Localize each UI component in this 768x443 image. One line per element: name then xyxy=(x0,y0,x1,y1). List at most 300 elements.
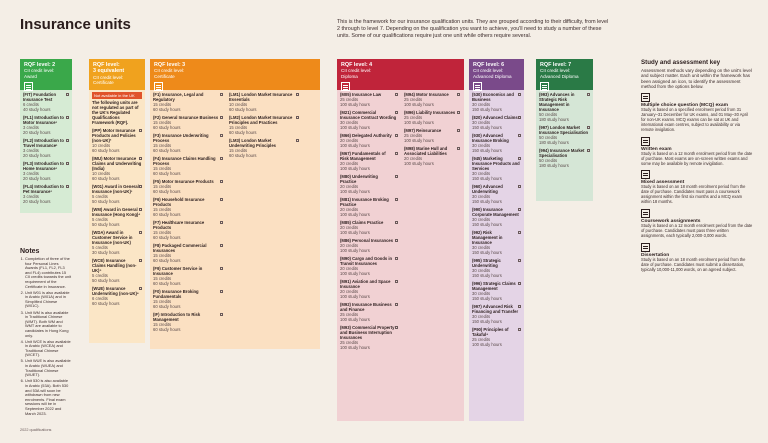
unit-study-hours: 60 study hours xyxy=(153,304,181,309)
column-level-3-equivalent xyxy=(89,59,145,343)
unit-item xyxy=(153,115,223,130)
column-header xyxy=(20,59,72,90)
rqf-level: RQF level: 7 xyxy=(540,62,572,68)
unit-item xyxy=(472,258,521,278)
unit-credits: 20 credits xyxy=(340,266,359,271)
unit-credits: 30 credits xyxy=(472,291,491,296)
unit-name: (FL1) Introduction to Motor Insurance¹ xyxy=(23,115,64,125)
notes-heading: Notes xyxy=(20,248,40,255)
document-icon xyxy=(540,82,549,91)
unit-name: (820) Advanced Claims xyxy=(472,115,518,120)
unit-credits: 50 credits xyxy=(539,135,558,140)
column-level-3 xyxy=(150,59,320,349)
unit-item xyxy=(23,161,69,181)
page-title: Insurance units xyxy=(20,16,131,33)
unit-name: (FIT) Foundation Insurance Test xyxy=(23,92,57,102)
assessment-icon xyxy=(395,239,398,242)
unit-study-hours: 60 study hours xyxy=(92,148,120,153)
unit-credits: 30 credits xyxy=(472,171,491,176)
column-level-7 xyxy=(536,59,593,201)
assessment-icon xyxy=(518,116,521,119)
unit-item xyxy=(92,230,142,255)
unit-list xyxy=(337,90,401,355)
intro-text: This is the framework for our insurance qualification units. They are grouped according to their difficulty, from level 2 through to level 7. Depending on the qualification you want to achieve, you'll need to study a number of these units. Some of our qualifications require just one unit while others require several. xyxy=(337,19,609,40)
unit-name: (M91) Aviation and Space Insurance xyxy=(340,279,391,289)
unit-study-hours: 150 study hours xyxy=(472,199,502,204)
unit-study-hours: 180 study hours xyxy=(539,140,569,145)
unit-item xyxy=(472,230,521,255)
unit-credits: 25 credits xyxy=(340,312,359,317)
unit-item xyxy=(472,92,521,112)
unit-credits: 15 credits xyxy=(229,125,248,130)
unit-list xyxy=(92,100,142,306)
assessment-icon xyxy=(139,157,142,160)
unit-item xyxy=(539,92,590,122)
assessment-icon xyxy=(457,93,460,96)
unit-name: (LM2) London Market Insurance Principles and Practices xyxy=(229,115,293,125)
credit-level: Diploma xyxy=(341,74,358,79)
assessment-icon xyxy=(395,152,398,155)
assessment-icon xyxy=(457,111,460,114)
assessment-icon xyxy=(518,231,521,234)
unit-study-hours: 100 study hours xyxy=(404,102,434,107)
unit-item xyxy=(404,128,460,143)
unit-credits: 20 credits xyxy=(340,289,359,294)
unit-credits: 15 credits xyxy=(229,148,248,153)
assessment-icon xyxy=(220,93,223,96)
unit-study-hours: 150 study hours xyxy=(472,176,502,181)
unit-study-hours: 60 study hours xyxy=(153,125,181,130)
rqf-level: RQF level: xyxy=(93,62,120,68)
unit-study-hours: 30 study hours xyxy=(92,250,120,255)
assessment-icon xyxy=(66,93,69,96)
document-icon xyxy=(24,82,33,91)
unit-study-hours: 100 study hours xyxy=(340,294,370,299)
unit-study-hours: 60 study hours xyxy=(153,281,181,286)
note-item: 2. Unit W01 is also available in Arabic (W01A) and in Simplified Chinese (W01C). xyxy=(25,291,72,309)
key-item-title: Mixed assessment xyxy=(641,180,685,186)
key-item-title: Written exam xyxy=(641,146,672,152)
document-icon xyxy=(473,82,482,91)
unit-item xyxy=(153,266,223,286)
assessment-icon xyxy=(395,303,398,306)
assessment-icon xyxy=(518,157,521,160)
unit-credits: 3 credits xyxy=(23,125,39,130)
credit-level-label: CII credit level: xyxy=(473,68,504,74)
unit-name: (F0) Insurance Broking Fundamentals xyxy=(153,289,199,299)
unit-item xyxy=(92,156,142,181)
unit-name: (945) Marketing Insurance Products and Services xyxy=(472,156,520,171)
unit-study-hours: 100 study hours xyxy=(340,166,370,171)
unit-study-hours: 60 study hours xyxy=(229,130,257,135)
unit-credits: 15 credits xyxy=(153,102,172,107)
assessment-icon xyxy=(587,149,590,152)
unit-credits: 15 credits xyxy=(153,322,172,327)
unit-study-hours: 100 study hours xyxy=(340,102,370,107)
unit-name: (M21) Commercial Insurance Contract Wording xyxy=(340,110,397,120)
assessment-icon xyxy=(66,139,69,142)
assessment-icon xyxy=(587,93,590,96)
assessment-icon xyxy=(139,259,142,262)
assessment-icon xyxy=(296,139,299,142)
unit-item xyxy=(153,220,223,240)
column-header xyxy=(89,59,145,90)
credit-level: Certificate xyxy=(93,80,114,86)
unit-name: (M81) Insurance Broking Practice xyxy=(340,197,389,207)
unit-credits: 25 credits xyxy=(340,340,359,345)
unit-item xyxy=(472,184,521,204)
unit-item xyxy=(340,238,398,253)
unit-item xyxy=(229,138,299,158)
unit-study-hours: 100 study hours xyxy=(340,125,370,130)
unit-name: (M96) Liability Insurances xyxy=(404,110,456,115)
unit-name: (997) Advanced Risk Financing and Transfer xyxy=(472,304,519,314)
unit-name: (960) Advanced Underwriting xyxy=(472,184,503,194)
assessment-icon xyxy=(395,257,398,260)
unit-item xyxy=(472,281,521,301)
rqf-level-suffix: 3 equivalent xyxy=(93,68,125,75)
unit-name: (994) Insurance Market Specialisation xyxy=(539,148,585,158)
rqf-level: RQF level: 4 xyxy=(341,62,373,68)
study-assessment-key xyxy=(641,59,753,277)
unit-credits: 30 credits xyxy=(340,120,359,125)
key-item-description: Study is based on a specified enrolment period from 31 January–31 December for UK exams, and 01 May–30 April for non-UK exams. MCQ exams can be sat at UK and international exam centres, subject to availability or via remote invigilation. xyxy=(641,107,748,132)
assessment-type-icon xyxy=(641,137,650,146)
key-list xyxy=(641,93,753,272)
unit-item xyxy=(153,197,223,217)
unit-name: The following units are not regulated as part of the UK's Regulated Qualifications Framework (RQF). xyxy=(92,100,139,125)
unit-study-hours: 60 study hours xyxy=(153,189,181,194)
assessment-icon xyxy=(220,313,223,316)
unit-name: (M97) Reinsurance xyxy=(404,128,442,133)
unit-study-hours: 60 study hours xyxy=(92,301,120,306)
unit-study-hours: 100 study hours xyxy=(340,271,370,276)
unit-item xyxy=(153,289,223,309)
unit-study-hours: 60 study hours xyxy=(229,107,257,112)
unit-study-hours: 50 study hours xyxy=(92,278,120,283)
assessment-icon xyxy=(395,198,398,201)
key-item xyxy=(641,137,753,167)
unit-credits: 30 credits xyxy=(472,102,491,107)
unit-name: (WDA) Award in Customer Service in Insurance (non-UK) xyxy=(92,230,133,245)
column-header xyxy=(536,59,593,90)
unit-name: (WUE) Insurance Underwriting (non-UK)⁶ xyxy=(92,286,139,296)
unit-study-hours: 60 study hours xyxy=(229,153,257,158)
unit-study-hours: 100 study hours xyxy=(404,120,434,125)
unit-credits: 6 credits xyxy=(23,102,39,107)
unit-item xyxy=(340,325,398,350)
assessment-icon xyxy=(296,93,299,96)
unit-item xyxy=(472,133,521,153)
unit-item xyxy=(340,110,398,130)
unit-study-hours: 100 study hours xyxy=(404,138,434,143)
assessment-icon xyxy=(139,185,142,188)
assessment-icon xyxy=(66,116,69,119)
unit-item xyxy=(472,207,521,227)
unit-credits: 20 credits xyxy=(340,184,359,189)
assessment-icon xyxy=(518,259,521,262)
unit-item xyxy=(23,115,69,135)
unit-credits: 30 credits xyxy=(472,120,491,125)
credit-level-label: CII credit level: xyxy=(154,68,185,74)
unit-name: (FL4) Introduction to Pet Insurance¹ xyxy=(23,184,64,194)
unit-name: (F2) General Insurance Business xyxy=(153,115,219,120)
unit-credits: 5 credits xyxy=(92,245,108,250)
unit-list xyxy=(469,90,524,352)
unit-name: (M67) Fundamentals of Risk Management xyxy=(340,151,386,161)
unit-credits: 30 credits xyxy=(472,143,491,148)
unit-name: (LM3) London Market Underwriting Principles xyxy=(229,138,277,148)
unit-study-hours: 180 study hours xyxy=(539,163,569,168)
unit-study-hours: 180 study hours xyxy=(539,117,569,122)
assessment-icon xyxy=(587,126,590,129)
unit-name: (996) Strategic Claims Management xyxy=(472,281,516,291)
key-item-description: Study is based on an 18 month enrolment period from the date of purchase. Candidates must pass a coursework assignment within the first six months and a MCQ exam within 18 months. xyxy=(641,184,746,205)
unit-credits: 20 credits xyxy=(340,207,359,212)
assessment-icon xyxy=(518,208,521,211)
unit-credits: 15 credits xyxy=(153,230,172,235)
assessment-icon xyxy=(395,111,398,114)
unit-name: (IMU) Motor Insurance Claims and Underwriting (India) xyxy=(92,156,142,171)
assessment-type-icon xyxy=(641,170,650,179)
unit-item xyxy=(340,151,398,171)
unit-item xyxy=(340,256,398,276)
unit-list xyxy=(536,90,593,173)
unit-item xyxy=(404,110,460,125)
unit-item xyxy=(472,156,521,181)
unit-study-hours: 150 study hours xyxy=(472,222,502,227)
unit-item xyxy=(404,92,460,107)
unit-name: (997) London Market Insurance Specialisation xyxy=(539,125,589,135)
unit-study-hours: 100 study hours xyxy=(340,248,370,253)
unit-item xyxy=(472,327,521,347)
column-header xyxy=(150,59,320,90)
note-item: 5. Unit WUE is also available in Arabic (WUEA) and Traditional Chinese (WUET). xyxy=(25,359,72,377)
unit-item xyxy=(340,279,398,299)
notes xyxy=(20,248,72,418)
unit-study-hours: 50 study hours xyxy=(92,199,120,204)
unit-credits: 3 credits xyxy=(23,148,39,153)
assessment-icon xyxy=(66,185,69,188)
unit-study-hours: 60 study hours xyxy=(153,212,181,217)
unit-study-hours: 20 study hours xyxy=(23,130,51,135)
unit-credits: 25 credits xyxy=(340,97,359,102)
unit-credits: 25 credits xyxy=(472,337,491,342)
unit-name: (IPP) Motor Insurance Products and Policies (non-UK)² xyxy=(92,128,136,143)
unit-credits: 20 credits xyxy=(340,225,359,230)
assessment-icon xyxy=(139,287,142,290)
unit-item xyxy=(153,179,223,194)
assessment-icon xyxy=(518,305,521,308)
unit-item xyxy=(92,128,142,153)
unit-name: (F3) Insurance Underwriting Process xyxy=(153,133,209,143)
unit-item xyxy=(340,133,398,148)
credit-level: Advanced Diploma xyxy=(473,74,512,79)
document-icon xyxy=(154,82,163,91)
unit-study-hours: 150 study hours xyxy=(472,296,502,301)
unit-list xyxy=(20,90,72,209)
note-item: 3. Unit WM is also available in Traditional Chinese (WMT). Both WM and WMT are available to candidates in Hong Kong only. xyxy=(25,311,72,339)
key-intro: Assessment methods vary depending on the unit's level and subject matter. Each unit within the framework has been assigned an icon, to identify the assessment method from the options below. xyxy=(641,68,752,89)
note-item: 4. Unit WCE is also available in Arabic (WCEA) and Traditional Chinese (WCET). xyxy=(25,340,72,358)
unit-credits: 15 credits xyxy=(153,120,172,125)
unit-study-hours: 100 study hours xyxy=(340,317,370,322)
unit-credits: 20 credits xyxy=(340,138,359,143)
unit-study-hours: 100 study hours xyxy=(340,189,370,194)
unit-item xyxy=(472,115,521,130)
key-item-title: Multiple choice question (MCQ) exam xyxy=(641,103,728,109)
unit-credits: 20 credits xyxy=(340,161,359,166)
unit-name: (WM) Award in General Insurance (Hong Kong)⁴ xyxy=(92,207,141,217)
unit-name: (M80) Underwriting Practice xyxy=(340,174,378,184)
assessment-icon xyxy=(220,116,223,119)
unit-item xyxy=(340,197,398,217)
unit-item xyxy=(92,184,142,204)
assessment-type-icon xyxy=(641,243,650,252)
unit-name: (M92) Insurance Business and Finance xyxy=(340,302,392,312)
unit-item xyxy=(340,174,398,194)
unit-name: (F1) Insurance, Legal and Regulatory xyxy=(153,92,204,102)
unit-study-hours: 60 study hours xyxy=(153,107,181,112)
unit-item xyxy=(153,133,223,153)
assessment-icon xyxy=(395,175,398,178)
key-item-description: Study is based on an 18 month enrolment period from the date of purchase. Candidates must submit a dissertation, typically 10,000-11,000 words, on an agreed subject. xyxy=(641,256,746,272)
unit-study-hours: 100 study hours xyxy=(340,143,370,148)
unit-item xyxy=(23,138,69,158)
notes-list xyxy=(20,257,72,416)
column-level-2 xyxy=(20,59,72,213)
key-item-title: Dissertation xyxy=(641,252,670,258)
unit-item xyxy=(539,148,590,168)
credit-level: Certificate xyxy=(154,74,175,79)
unit-credits: 30 credits xyxy=(472,314,491,319)
unit-list xyxy=(150,90,226,337)
unit-credits: 3 credits xyxy=(23,171,39,176)
assessment-icon xyxy=(66,162,69,165)
unit-credits: 15 credits xyxy=(153,276,172,281)
unit-item xyxy=(92,258,142,283)
document-icon xyxy=(341,82,350,91)
unit-study-hours: 60 study hours xyxy=(153,258,181,263)
credit-level-label: CII credit level: xyxy=(93,74,124,80)
unit-name: (M98) Marine Hull and Associated Liabilities xyxy=(404,146,448,156)
unit-item xyxy=(92,100,142,125)
unit-name: (530) Economics and Business xyxy=(472,92,514,102)
assessment-icon xyxy=(395,221,398,224)
unit-study-hours: 150 study hours xyxy=(472,319,502,324)
unit-name: (993) Advances in Strategic Risk Management in Insurance xyxy=(539,92,575,112)
unit-item xyxy=(153,312,223,332)
assessment-icon xyxy=(518,282,521,285)
unit-study-hours: 50 study hours xyxy=(92,222,120,227)
unit-credits: 30 credits xyxy=(472,245,491,250)
unit-study-hours: 150 study hours xyxy=(472,125,502,130)
rqf-level: RQF level: 6 xyxy=(473,62,505,68)
unit-study-hours: 60 study hours xyxy=(92,176,120,181)
unit-credits: 20 credits xyxy=(340,243,359,248)
unit-name: (W01) Award in General Insurance (non-UK)³ xyxy=(92,184,139,194)
unit-credits: 15 credits xyxy=(153,143,172,148)
unit-credits: 3 credits xyxy=(23,194,39,199)
assessment-icon xyxy=(457,129,460,132)
assessment-icon xyxy=(518,328,521,331)
unit-credits: 25 credits xyxy=(404,115,423,120)
unit-study-hours: 150 study hours xyxy=(472,148,502,153)
unit-name: (WCE) Insurance Claims Handling (non-UK)⁵ xyxy=(92,258,137,273)
unit-credits: 50 credits xyxy=(539,158,558,163)
unit-list-secondary xyxy=(401,90,463,355)
unit-list-secondary xyxy=(226,90,302,337)
credit-level-label: CII credit level: xyxy=(341,68,372,74)
unit-name: (P90) Principles of Takaful⁶ xyxy=(472,327,509,337)
unit-credits: 5 credits xyxy=(92,194,108,199)
unit-credits: 30 credits xyxy=(472,217,491,222)
unit-study-hours: 20 study hours xyxy=(23,153,51,158)
note-item: 1. Completion of three of the four Personal Lines Awards (FL1, FL2, FL3 and FL4) contributes 15 CII credits towards the unit requirement of the Certificate in Insurance. xyxy=(25,257,72,289)
unit-study-hours: 150 study hours xyxy=(472,107,502,112)
unit-item xyxy=(229,115,299,135)
rqf-level: RQF level: 3 xyxy=(154,62,186,68)
assessment-icon xyxy=(220,244,223,247)
unit-item xyxy=(340,302,398,322)
unit-name: (992) Risk Management in Insurance xyxy=(472,230,503,245)
key-item-description: Study is based on a 12 month enrolment period from the date of purchase. Most exams are on-screen written exams and some may be available by remote invigilation. xyxy=(641,150,753,166)
unit-name: (995) Strategic Underwriting xyxy=(472,258,501,268)
unit-credits: 5 credits xyxy=(92,217,108,222)
assessment-icon xyxy=(395,280,398,283)
unit-item xyxy=(472,304,521,324)
unit-name: (F4) Insurance Claims Handling Process xyxy=(153,156,216,166)
unit-name: (990) Insurance Corporate Management xyxy=(472,207,519,217)
column-header xyxy=(337,59,464,90)
unit-name: (FL3) Introduction to Home Insurance¹ xyxy=(23,161,64,171)
column-level-4 xyxy=(337,59,464,421)
unit-item xyxy=(92,286,142,306)
unit-study-hours: 100 study hours xyxy=(340,212,370,217)
unit-name: (M85) Claims Practice xyxy=(340,220,384,225)
key-item-title: Coursework assignments xyxy=(641,219,701,225)
unit-item xyxy=(153,243,223,263)
unit-name: (IF) Introduction to Risk Management xyxy=(153,312,201,322)
credit-level-label: CII credit level: xyxy=(540,68,571,74)
assessment-icon xyxy=(220,157,223,160)
assessment-icon xyxy=(395,134,398,137)
unit-item xyxy=(229,92,299,112)
unit-credits: 25 credits xyxy=(404,97,423,102)
unit-credits: 10 credits xyxy=(92,143,111,148)
unit-item xyxy=(340,220,398,235)
assessment-icon xyxy=(139,129,142,132)
credit-level-label: CII credit level: xyxy=(24,68,55,74)
key-item xyxy=(641,170,753,205)
assessment-icon xyxy=(395,326,398,329)
unit-name: (F8) Packaged Commercial Insurances xyxy=(153,243,207,253)
unit-credits: 10 credits xyxy=(229,102,248,107)
unit-study-hours: 20 study hours xyxy=(23,199,51,204)
unit-credits: 6 credits xyxy=(92,296,108,301)
assessment-icon xyxy=(220,267,223,270)
unit-study-hours: 40 study hours xyxy=(23,107,51,112)
assessment-icon xyxy=(457,147,460,150)
assessment-icon xyxy=(139,208,142,211)
unit-study-hours: 60 study hours xyxy=(153,235,181,240)
unit-credits: 25 credits xyxy=(404,133,423,138)
unit-name: (M93) Commercial Property and Business Interruption Insurances xyxy=(340,325,395,340)
unit-name: (M05) Insurance Law xyxy=(340,92,382,97)
unit-name: (LM1) London Market Insurance Essentials xyxy=(229,92,293,102)
unit-study-hours: 100 study hours xyxy=(472,342,502,347)
assessment-type-icon xyxy=(641,209,650,218)
